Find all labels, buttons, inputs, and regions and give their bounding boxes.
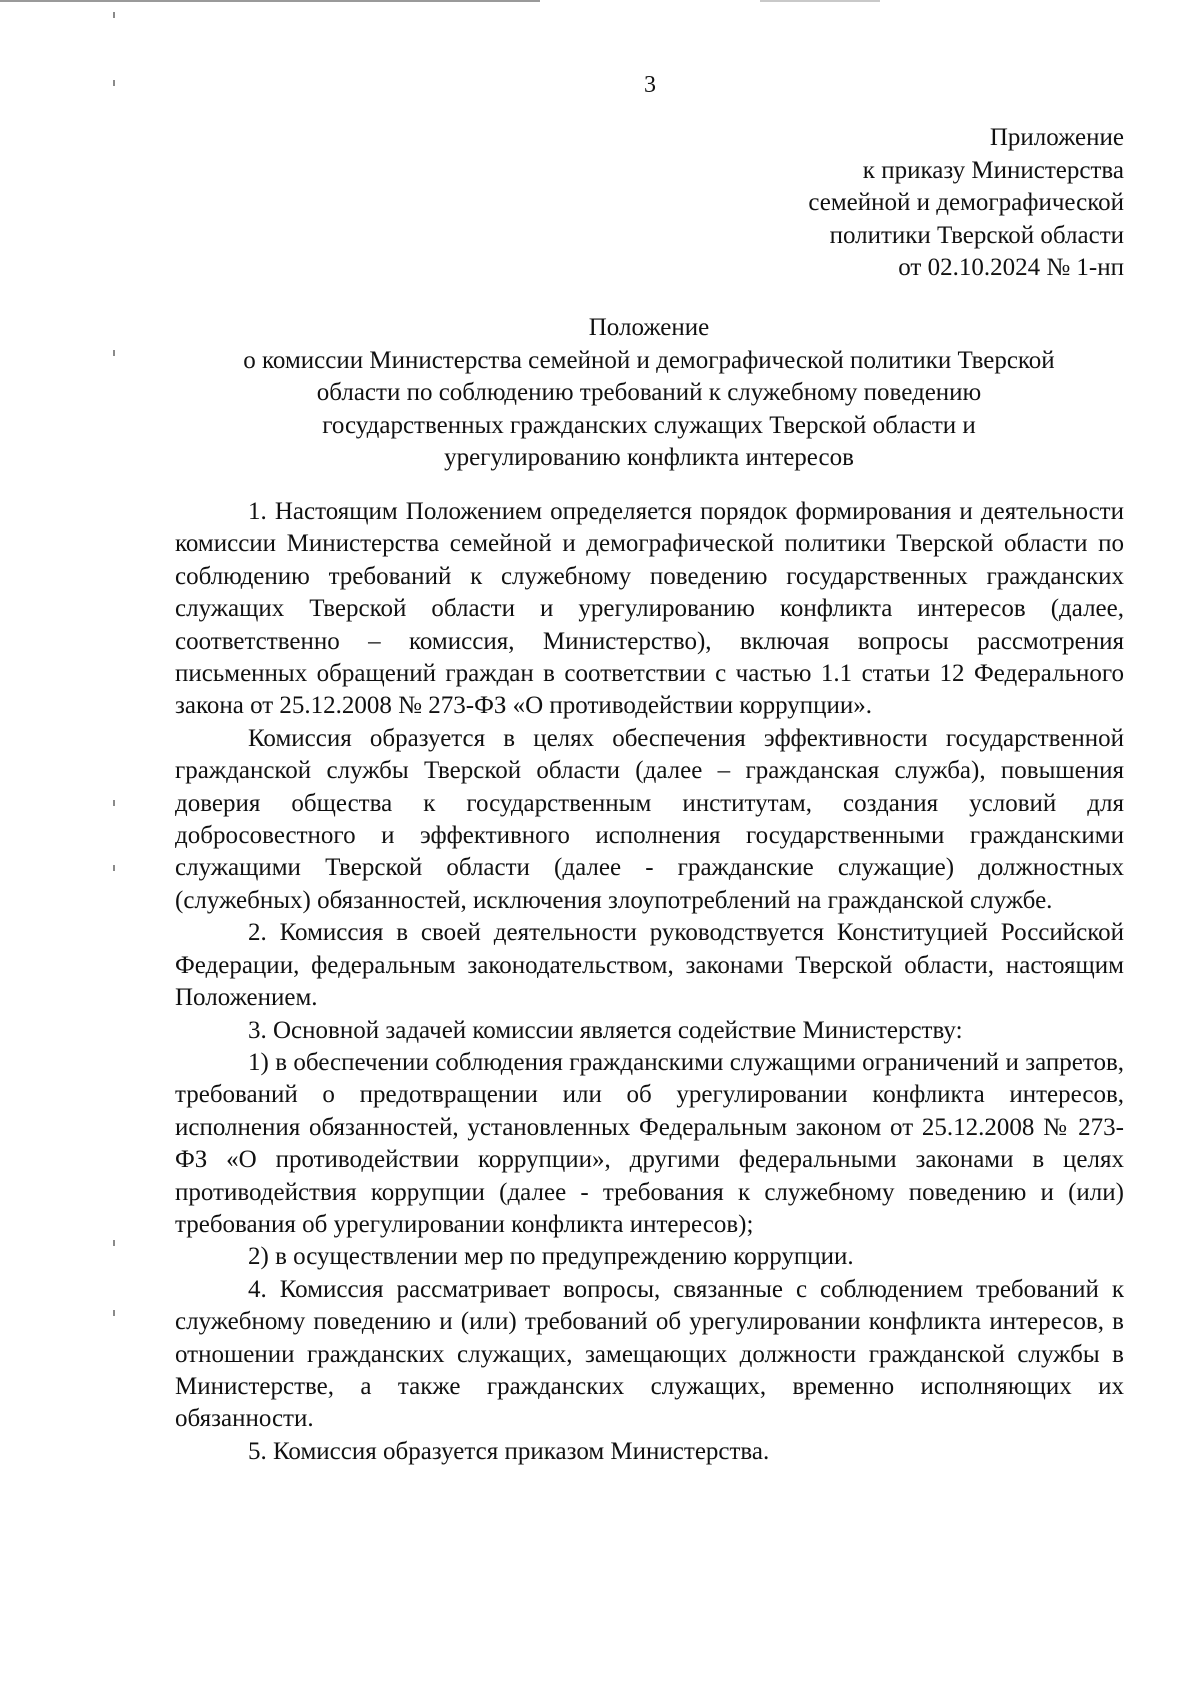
document-body (175, 496, 1124, 1468)
title-line: Положение (588, 314, 710, 341)
appendix-line: семейной и демографической (808, 189, 1124, 216)
appendix-date-number: от 02.10.2024 № 1-нп (898, 254, 1124, 281)
paragraph: 2) в осуществлении мер по предупреждению коррупции. (248, 1243, 854, 1271)
title-line: о комиссии Министерства семейной и демографической политики Тверской (243, 346, 1055, 374)
paragraph: 1. Настоящим Положением определяется порядок формирования и деятельности комиссии Министерства семейной и демографической политики Тверской области по соблюдению требований к служебному поведению государственных гражданских служащих Тверской области и урегулированию конфликта интересов (далее, соответственно – комиссия, Министерство), включая вопросы рассмотрения письменных обращений граждан в соответствии с частью 1.1 статьи 12 Федерального закона от 25.12.2008 № 273-ФЗ «О противодействии коррупции». (175, 498, 1124, 720)
appendix-line: политики Тверской области (829, 221, 1124, 249)
paragraph: 1) в обеспечении соблюдения гражданскими служащими ограничений и запретов, требований о предотвращении или об урегулировании конфликта интересов, исполнения обязанностей, установленных Федеральным законом от 25.12.2008 № 273-ФЗ «О противодействии коррупции», другими федеральными законами в целях противодействия коррупции (далее - требования к служебному поведению и (или) требования об урегулировании конфликта интересов); (175, 1048, 1124, 1238)
scan-speck (113, 350, 115, 356)
paragraph: 3. Основной задачей комиссии является содействие Министерству: (248, 1016, 963, 1044)
paragraph: Комиссия образуется в целях обеспечения эффективности государственной гражданской службы Тверской области (далее – гражданская служба), повышения доверия общества к государственным институтам, создания условий для добросовестного и эффективного исполнения государственными гражданскими служащими Тверской области (далее - гражданские служащие) должностных (служебных) обязанностей, исключения злоупотреблений на гражданской службе. (175, 724, 1124, 914)
scan-speck (113, 1310, 115, 1316)
scan-speck (113, 12, 115, 18)
paragraph: 4. Комиссия рассматривает вопросы, связанные с соблюдением требований к служебному поведению и (или) требований об урегулировании конфликта интересов, в отношении гражданских служащих, замещающих должности гражданской службы в Министерстве, а также гражданских служащих, временно исполняющих их обязанности. (175, 1275, 1124, 1433)
page-number: 3 (644, 72, 656, 98)
appendix-line: к приказу Министерства (862, 156, 1124, 184)
document-title (168, 312, 1130, 475)
scan-speck (113, 800, 115, 806)
title-line: государственных гражданских служащих Тверской области и (322, 411, 976, 439)
title-line: области по соблюдению требований к служебному поведению (316, 379, 982, 406)
title-line: урегулированию конфликта интересов (444, 444, 854, 471)
scan-edge-line (0, 0, 540, 2)
appendix-block (808, 122, 1124, 285)
appendix-line: Приложение (989, 124, 1124, 151)
paragraph: 2. Комиссия в своей деятельности руководствуется Конституцией Российской Федерации, федеральным законодательством, законами Тверской области, настоящим Положением. (175, 919, 1124, 1012)
scan-edge-line (760, 0, 880, 2)
scan-speck (113, 865, 115, 871)
scan-speck (113, 1240, 115, 1246)
paragraph: 5. Комиссия образуется приказом Министерства. (248, 1437, 770, 1465)
